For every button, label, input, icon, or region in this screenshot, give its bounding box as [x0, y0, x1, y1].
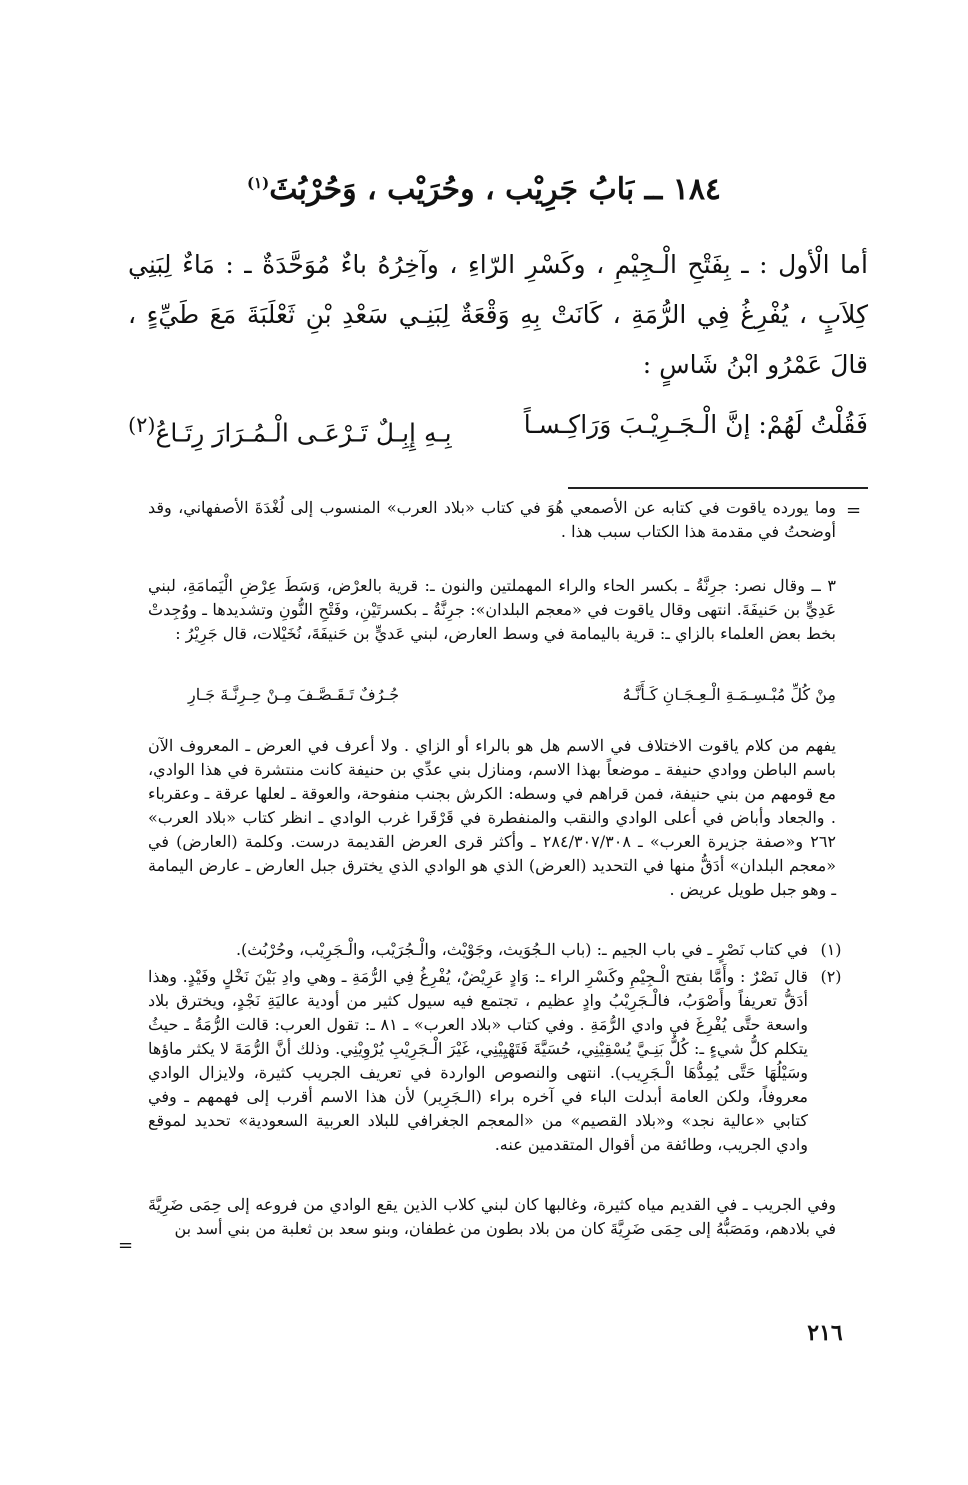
footnote-2-label: (٢) — [820, 967, 842, 986]
footnote-verse-first: مِنْ كُلِّ مُبْـسِـمَـةِ الْـعِـجَـانِ كَـأَنَّـهُ — [622, 685, 836, 704]
footnote-1-label: (١) — [820, 940, 842, 959]
footnote-2-continuation-text: وفي الجريب ـ في القديم مياه كثيرة، وغالبها كان لبني كلاب الذين يقع الوادي من فروعه إلى حِمَى ضَرِيَّةَ في بلادهم، ومَصَبُّهُ إلى حِمَى ضَرِيَّةَ كان من بلاد بطون من غطفان، وبنو سعد بن ثعلبة من بني أسد بن — [148, 1195, 836, 1238]
footnote-1-text: في كتاب نَصْرٍ ـ في باب الجيم ـ: (باب الـجُوَيث، وجَوْيْث، والْـجُرَيْب، والْـجَرِيْب، وحُرْبُث). — [235, 940, 808, 959]
footnote-2 — [148, 965, 808, 1157]
continuation-mark-end: = — [118, 1235, 134, 1256]
footnote-discussion-text: يفهم من كلام ياقوت الاختلاف في الاسم هل هو بالراء أو الزاي . ولا أعرف في العرض ـ المعروف الآن باسم الباطن ووادي حنيفة ـ موضعاً بهذا الاسم، ومنازل بني عدِّي بن حنيفة كانت منتشرة في هذا الوادي، مع قومهم من بني حنيفة، فمن قراهم في وسطه: الكرش بجنب منفوحة، والعوقة ـ لعلها عرقة ـ وعقرباء . والجعاد وأباض في أعلى الوادي والنقب والمنفطرة في قَرْقَرا غرب الوادي ـ انظر كتاب «بلاد العرب» ٢٦٢ و«صفة جزيرة العرب» ـ ٢٨٤/٣٠٧/٣٠٨ ـ وأكثر قرى العرض القديمة درست. وكلمة (العارض) في «معجم البلدان» أدَقُّ منها في التحديد (العرض) الذي هو الوادي الذي يخترق جبل العارض ـ عارض اليمامة ـ وهو جبل طويل عريض . — [148, 736, 837, 899]
footnote-verse — [148, 683, 836, 707]
footnote-continuation — [148, 496, 836, 544]
footnote-2-continuation — [148, 1193, 836, 1241]
footnote-continuation-text: وما يورده ياقوت في كتابه عن الأصمعي هُوَ في كتاب «بلاد العرب» المنسوب إلى لُغْدَةَ الأصفهاني، وقد أوضحتُ في مقدمة هذا الكتاب سبب هذا . — [148, 498, 836, 541]
continuation-mark: = — [846, 500, 862, 521]
footnote-1 — [148, 938, 808, 962]
verse-first-hemistich: فَقُلْتُ لَهُمْ: إنَّ الْـجَـرِيْـبَ وَرَاكِـسـاً — [523, 410, 868, 439]
verse-footnote-ref: (٢) — [128, 413, 156, 437]
main-verse — [128, 400, 868, 450]
heading-footnote-ref: (١) — [246, 174, 270, 192]
main-text — [128, 240, 868, 390]
footnote-item-3 — [148, 574, 836, 646]
main-paragraph: أما الْأول : ـ بِفَتْحِ الْـجِيْمِ ، وكَسْرِ الرّاءِ ، وآخِرُهُ باءٌ مُوَحَّدَةٌ ـ : مَاءٌ لِبَنِي كِلاَبٍ ، يُفْرِغُ فِي الرُّمَةِ ، كَانَتْ بِهِ وَقْعَةٌ لِبَنِـي سَعْدِ بْنِ ثَعْلَبَةَ مَعَ طَيِّءٍ ، قالَ عَمْرُو ابْنُ شَاسٍ : — [128, 250, 868, 379]
footnote-item-3-text: ٣ ــ وقال نصر: جرِنَّةُ ـ بكسر الحاء والراء المهملتين والنون ـ: قرية بالعرْض، وَسَطَ عِرْضِ الْيَمامَةِ، لبني عَدِيٍّ بن حَنيفَةَ. انتهى وقال ياقوت في «معجم البلدان»: جرِنَّةُ ـ بكسرتَيْنِ، وفَتْحِ النُّونِ وتشديدها ـ ووُجِدتْ بخط بعض العلماء بالزاي ـ: قرية باليمامة في وسط العارض، لبني عَديٍّ بن حَنيفَةَ، نُخَيْلات، قال جَرِيْرُ : — [148, 576, 837, 643]
chapter-title: ١٨٤ ــ بَابُ جَرِيْب ، وحُرَيْب ، وَحُرْبُثَ — [269, 172, 722, 207]
page-number: ٢١٦ — [807, 1320, 843, 1346]
verse-second-hemistich — [128, 400, 452, 458]
chapter-heading — [120, 160, 848, 213]
footnote-discussion — [148, 734, 836, 902]
footnote-verse-second: جُـرُفٌ تَـقَـصَّـفَ مِـنْ حِـرِنَّـةَ جَـارِ — [188, 685, 400, 704]
footnote-2-text: قال نَصْرٌ : وأَمَّا بفتح الْـجِيْمِ وكَسْرِ الراء ـ: وَادٍ عَرِيْضٌ، يُفْرِغُ فِي الرُّمَةِ ـ وهي وادِ بَيْنَ نَخْلٍ وفَيْدٍ. وهذا أدَقُّ تعريفاً وأَصْوَبُ، فالْـجَرِيْبُ وادٍ عظيم ، تجتمع فيه سيول كثير من أودية عاليَةِ نَجْدٍ، ويخترق بلاد واسعة حتَّى يُفْرِغَ في وادي الرُّمَةِ . وفي كتاب «بلاد العرب» ـ ٨١ ـ: تقول العرب: قالت الرُّمَةُ ـ حيثُ يتكلم كلُّ شيءٍ ـ: كُلُّ بَنِـيَّ يُسْقِيْنِي، حُسَيَّةَ فَتَهْيِيْنِي، غَيْرَ الْـجَرِيْبِ يُرْوِيْنِي. وذلك أنَّ الرُّمَةَ لا يكثر ماؤها وسَيْلُهَا حَتَّى يُمِدُّهَا الْـجَرِيب). انتهى والنصوص الواردة في تعريف الجريب كثيرة، ولايزال الوادي معروفاً، ولكن العامة أبدلت الباء في آخره براء (الـجَرِير) لأن هذا الاسم أقرب إلى فهمهم ـ وفي كتابي «عالية نجد» و«بلاد القصيم» من «المعجم الجغرافي للبلاد العربية السعودية» تحديد لموقع وادي الجريب، وطائفة من أقوال المتقدمين عنه. — [148, 967, 809, 1154]
verse-second-text: بِـهِ إِبِـلٌ تَـرْعَـى الْـمُـرَارَ رِتَـاعُ — [155, 418, 452, 448]
footnote-separator — [568, 487, 868, 489]
